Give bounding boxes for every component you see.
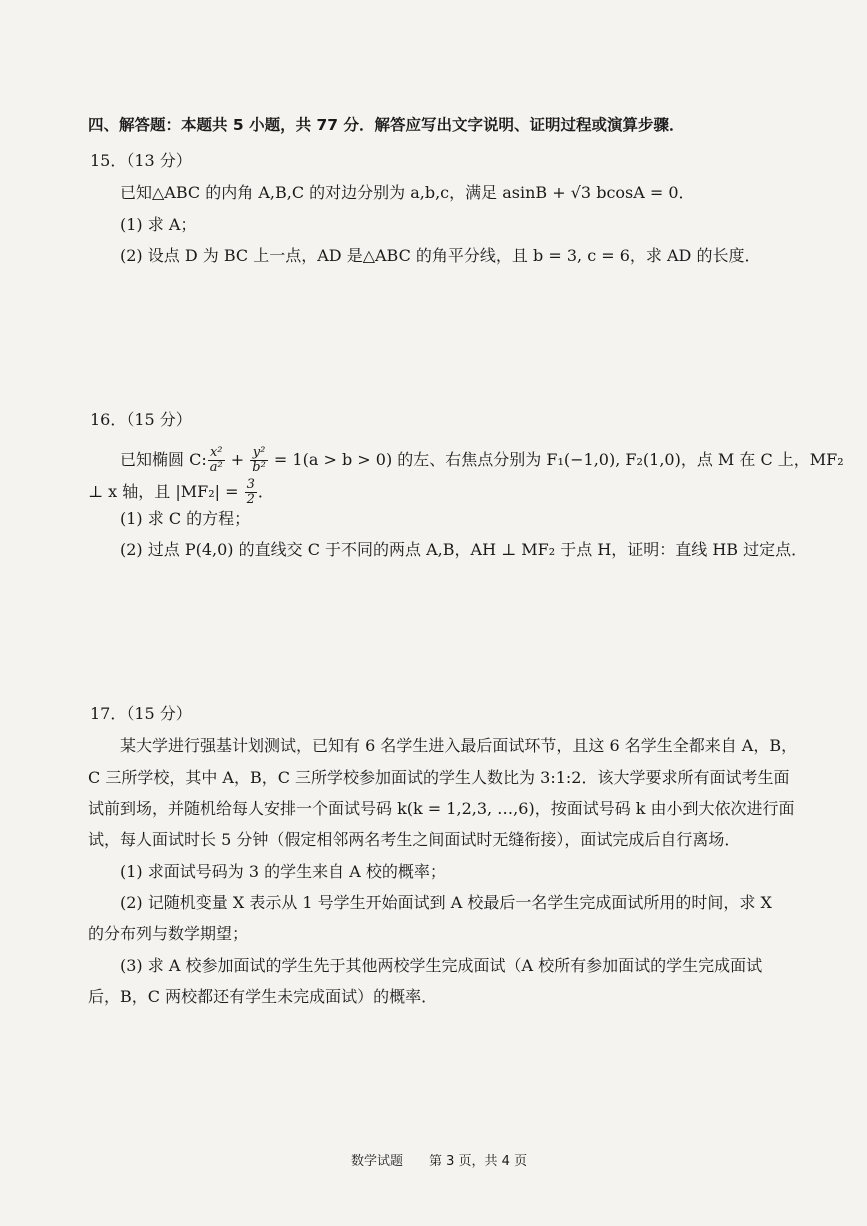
q17-part1: (1) 求面试号码为 3 的学生来自 A 校的概率； bbox=[120, 862, 446, 881]
fraction-denominator: b² bbox=[252, 460, 266, 475]
q15-part2: (2) 设点 D 为 BC 上一点，AD 是△ABC 的角平分线，且 b = 3, c = 6，求 AD 的长度． bbox=[120, 246, 761, 265]
q17-part2-line1: (2) 记随机变量 X 表示从 1 号学生开始面试到 A 校最后一名学生完成面试所用的时间，求 X bbox=[120, 893, 772, 912]
q17-part3-line1: (3) 求 A 校参加面试的学生先于其他两校学生完成面试（A 校所有参加面试的学生完成面试 bbox=[120, 956, 763, 975]
fraction-numerator: y² bbox=[250, 446, 268, 461]
q16-stem-prefix: 已知椭圆 C: bbox=[120, 450, 207, 469]
q17-part3-line2: 后，B，C 两校都还有学生未完成面试）的概率． bbox=[88, 987, 438, 1006]
q15-stem: 已知△ABC 的内角 A,B,C 的对边分别为 a,b,c，满足 asinB + √3 bcosA = 0． bbox=[120, 183, 695, 202]
q16-stem2-suffix: ． bbox=[257, 482, 274, 501]
fraction-x2-a2 bbox=[208, 446, 225, 475]
q17-paragraph-line3: 试前到场，并随机给每人安排一个面试号码 k(k = 1,2,3, …,6)，按面试号码 k 由小到大依次进行面 bbox=[88, 799, 795, 818]
q15-header: 15．（13 分） bbox=[90, 151, 192, 170]
q16-stem-suffix: = 1(a > b > 0) 的左、右焦点分别为 F₁(−1,0), F₂(1,0)，点 M 在 C 上，MF₂ bbox=[268, 450, 844, 469]
section-heading: 四、解答题：本题共 5 小题，共 77 分．解答应写出文字说明、证明过程或演算步骤． bbox=[88, 116, 685, 134]
footer-page-number: 第 3 页，共 4 页 bbox=[429, 1154, 528, 1169]
q16-part2: (2) 过点 P(4,0) 的直线交 C 于不同的两点 A,B，AH ⊥ MF₂ 于点 H，证明：直线 HB 过定点． bbox=[120, 540, 808, 559]
q16-header: 16．（15 分） bbox=[90, 410, 192, 429]
fraction-y2-b2 bbox=[250, 446, 268, 475]
plus-sign: + bbox=[225, 450, 250, 469]
fraction-3-2 bbox=[245, 478, 257, 507]
q15-part1: (1) 求 A； bbox=[120, 215, 197, 234]
q16-stem2-prefix: ⊥ x 轴，且 |MF₂| = bbox=[88, 482, 244, 501]
q17-paragraph-line4: 试，每人面试时长 5 分钟（假定相邻两名考生之间面试时无缝衔接），面试完成后自行离场． bbox=[88, 830, 741, 849]
fraction-denominator: a² bbox=[209, 460, 223, 475]
q17-paragraph-line1: 某大学进行强基计划测试，已知有 6 名学生进入最后面试环节，且这 6 名学生全都来自 A，B， bbox=[120, 736, 798, 755]
q17-header: 17．（15 分） bbox=[90, 704, 192, 723]
fraction-numerator: 3 bbox=[246, 477, 255, 492]
q16-part1: (1) 求 C 的方程； bbox=[120, 509, 251, 528]
q17-paragraph-line2: C 三所学校，其中 A，B，C 三所学校参加面试的学生人数比为 3:1:2．该大学要求所有面试考生面 bbox=[88, 768, 790, 787]
footer-subject: 数学试题 bbox=[351, 1154, 404, 1169]
q16-stem bbox=[120, 446, 844, 475]
fraction-numerator: x² bbox=[208, 446, 225, 461]
fraction-denominator: 2 bbox=[246, 492, 255, 507]
page-footer bbox=[351, 1150, 553, 1169]
q16-stem-line2 bbox=[88, 478, 274, 507]
q17-part2-line2: 的分布列与数学期望； bbox=[88, 924, 249, 943]
